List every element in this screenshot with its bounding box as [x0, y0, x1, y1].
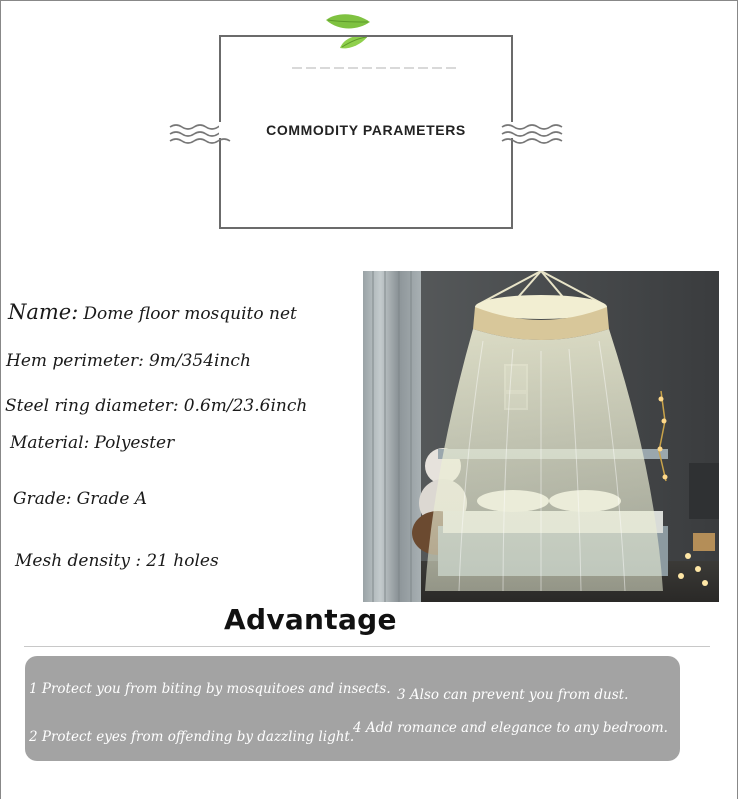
- divider: [24, 646, 710, 647]
- decorative-line: [292, 67, 457, 69]
- spec-label: Mesh density :: [15, 551, 142, 571]
- spec-value: 21 holes: [146, 551, 219, 571]
- spec-steel-ring-diameter: [5, 396, 307, 416]
- spec-value: Dome floor mosquito net: [83, 304, 297, 324]
- product-photo: [363, 271, 719, 602]
- spec-label: Name:: [8, 300, 79, 324]
- spec-value: Grade A: [76, 489, 148, 509]
- advantage-item-1: 1 Protect you from biting by mosquitoes and insects.: [29, 681, 391, 697]
- commodity-parameters-title: COMMODITY PARAMETERS: [219, 122, 513, 138]
- advantage-title: Advantage: [224, 603, 397, 636]
- advantage-item-2: 2 Protect eyes from offending by dazzling light.: [29, 729, 355, 745]
- wave-icon-right: [500, 122, 564, 146]
- spec-hem-perimeter: [6, 351, 251, 371]
- advantage-item-4: 4 Add romance and elegance to any bedroom.: [353, 720, 668, 736]
- spec-grade: [13, 489, 147, 509]
- spec-value: 0.6m/23.6inch: [183, 396, 308, 416]
- spec-value: 9m/354inch: [148, 351, 251, 371]
- advantage-item-3: 3 Also can prevent you from dust.: [397, 687, 629, 703]
- spec-label: Material:: [10, 433, 90, 453]
- spec-mesh-density: [15, 551, 219, 571]
- spec-label: Hem perimeter:: [6, 351, 144, 371]
- spec-material: [10, 433, 174, 453]
- advantage-panel: [25, 656, 680, 761]
- spec-label: Grade:: [13, 489, 72, 509]
- spec-name: [8, 300, 297, 324]
- spec-value: Polyester: [94, 433, 175, 453]
- spec-label: Steel ring diameter:: [5, 396, 179, 416]
